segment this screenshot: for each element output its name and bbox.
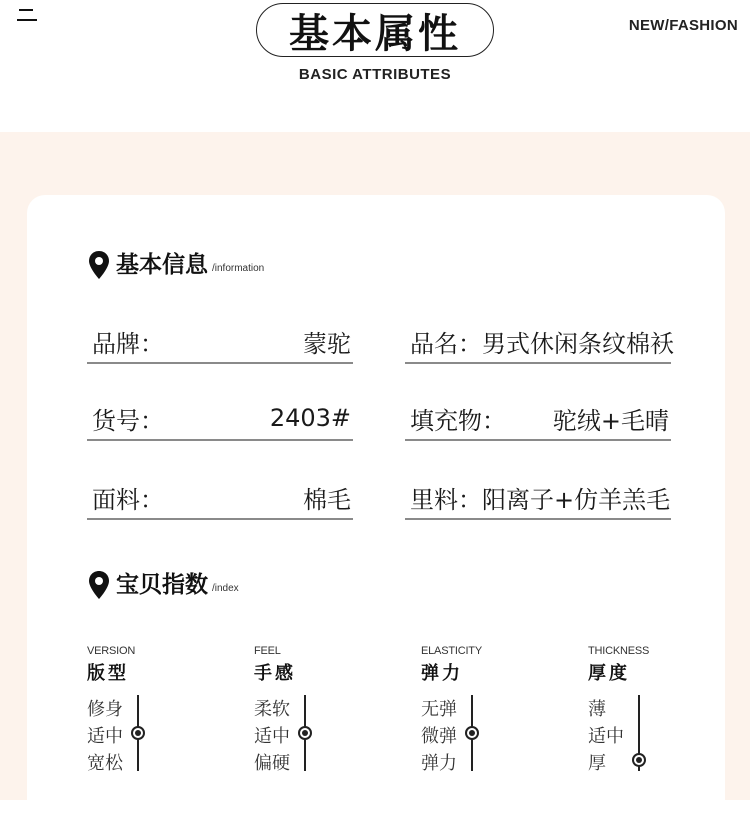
info-section-subtitle: /information bbox=[212, 263, 265, 274]
field-label: 品名： bbox=[410, 329, 482, 358]
menu-icon[interactable] bbox=[17, 9, 39, 23]
index-cn-title: 版型 bbox=[87, 663, 129, 684]
field-label: 里料： bbox=[410, 485, 482, 514]
index-group-version bbox=[87, 645, 207, 774]
index-section-title: 宝贝指数 bbox=[116, 572, 208, 598]
index-scale bbox=[87, 695, 167, 773]
index-section-subtitle: /index bbox=[212, 583, 239, 594]
scale-option: 适中 bbox=[254, 726, 290, 747]
scale-option: 适中 bbox=[588, 726, 624, 747]
scale-option: 弹力 bbox=[421, 753, 457, 774]
index-en-title: ELASTICITY bbox=[421, 645, 482, 657]
scale-option: 适中 bbox=[87, 726, 123, 747]
index-scale bbox=[421, 695, 501, 773]
index-scale bbox=[254, 695, 334, 773]
scale-option: 柔软 bbox=[254, 699, 290, 720]
location-pin-icon bbox=[88, 570, 110, 600]
page-header bbox=[0, 0, 750, 132]
field-label: 品牌： bbox=[92, 329, 164, 358]
index-section-heading bbox=[88, 570, 239, 600]
field-label: 面料： bbox=[92, 485, 164, 514]
scale-option: 薄 bbox=[588, 699, 606, 720]
field-lining bbox=[405, 476, 671, 520]
field-label: 货号： bbox=[92, 406, 164, 435]
scale-option: 宽松 bbox=[87, 753, 123, 774]
index-cn-title: 手感 bbox=[254, 663, 296, 684]
location-pin-icon bbox=[88, 250, 110, 280]
scale-option: 修身 bbox=[87, 699, 123, 720]
field-brand bbox=[87, 320, 353, 364]
field-value: 驼绒+毛晴 bbox=[552, 406, 669, 435]
field-value: 2403# bbox=[269, 404, 351, 432]
index-en-title: FEEL bbox=[254, 645, 281, 657]
tagline: NEW/FASHION bbox=[628, 17, 738, 34]
scale-option: 无弹 bbox=[421, 699, 457, 720]
index-group-thickness bbox=[588, 645, 708, 774]
field-value: 男式休闲条纹棉袄 bbox=[482, 329, 674, 358]
field-label: 填充物： bbox=[410, 406, 506, 435]
info-section-heading bbox=[88, 250, 264, 280]
info-section-title: 基本信息 bbox=[116, 252, 208, 278]
scale-option: 偏硬 bbox=[254, 753, 290, 774]
field-filling bbox=[405, 397, 671, 441]
field-item-number bbox=[87, 397, 353, 441]
scale-indicator bbox=[632, 753, 646, 767]
title-pill bbox=[256, 3, 494, 57]
scale-indicator bbox=[131, 726, 145, 740]
index-en-title: THICKNESS bbox=[588, 645, 650, 657]
page-subtitle: BASIC ATTRIBUTES bbox=[298, 66, 452, 83]
page-title: 基本属性 bbox=[289, 10, 461, 57]
scale-indicator bbox=[465, 726, 479, 740]
field-value: 蒙驼 bbox=[303, 329, 351, 358]
field-value: 棉毛 bbox=[303, 485, 351, 514]
index-group-feel bbox=[254, 645, 374, 774]
index-en-title: VERSION bbox=[87, 645, 136, 657]
field-fabric bbox=[87, 476, 353, 520]
scale-option: 微弹 bbox=[421, 726, 457, 747]
index-group-elasticity bbox=[421, 645, 541, 774]
field-value: 阳离子+仿羊羔毛 bbox=[482, 485, 671, 514]
field-product-name bbox=[405, 320, 674, 364]
index-cn-title: 弹力 bbox=[421, 663, 463, 684]
index-cn-title: 厚度 bbox=[588, 663, 630, 684]
index-scale bbox=[588, 695, 668, 773]
scale-indicator bbox=[298, 726, 312, 740]
scale-option: 厚 bbox=[588, 753, 606, 774]
